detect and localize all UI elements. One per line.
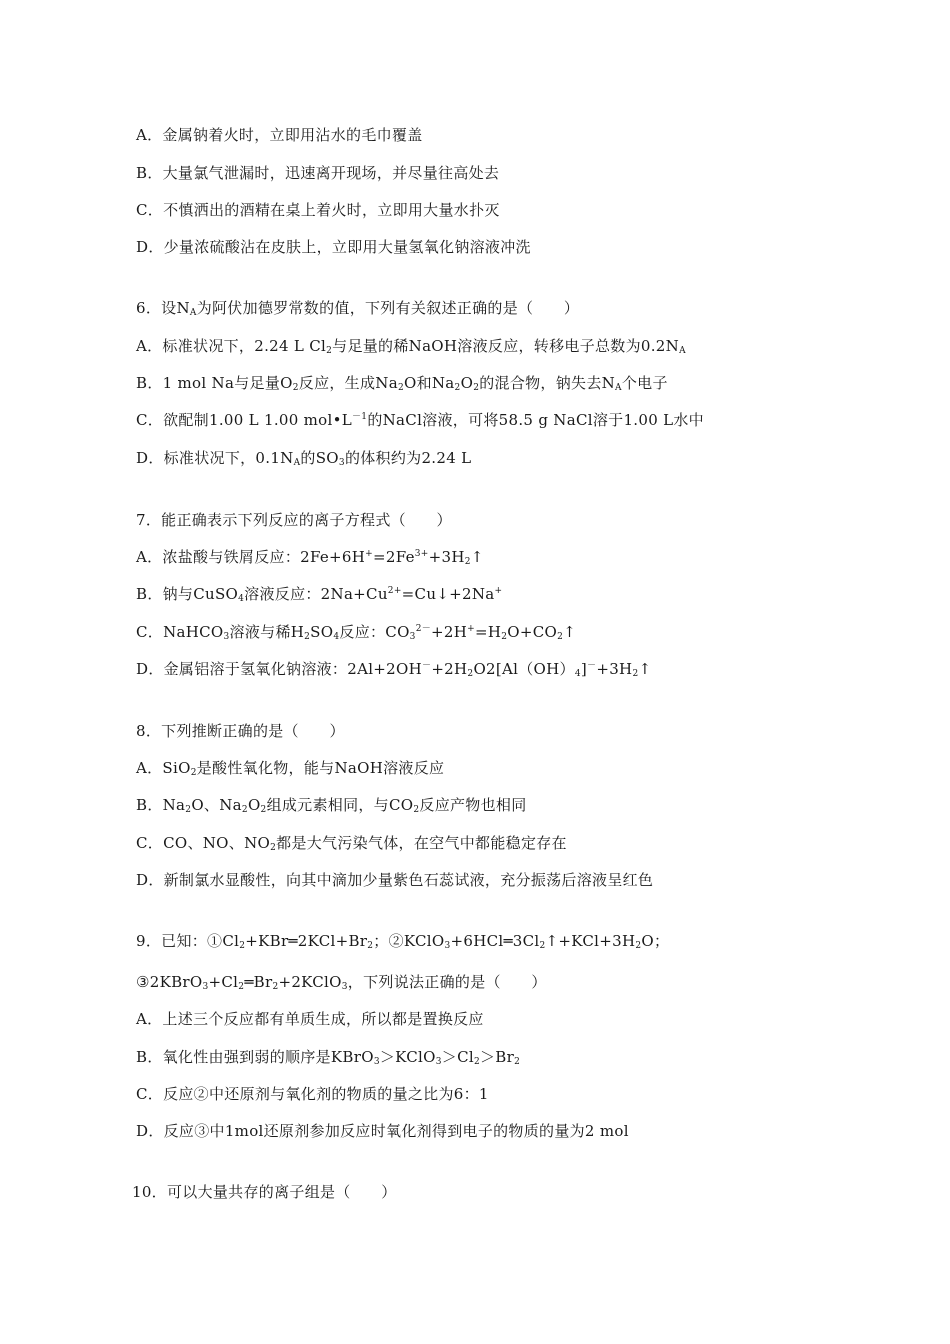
q9-option-b: B．氧化性由强到弱的顺序是$KBrO_3>KClO_3>Cl_2>Br_2$ bbox=[136, 1048, 521, 1067]
q6-option-a: A．标准状况下，2.24 L $Cl_2$与足量的稀NaOH溶液反应，转移电子总数为$0.2N_A$ bbox=[136, 337, 686, 356]
q9-option-c: C．反应②中还原剂与氧化剂的物质的量之比为6：1 bbox=[136, 1085, 489, 1103]
q7-stem: 7．能正确表示下列反应的离子方程式（ ） bbox=[136, 511, 452, 529]
q8-stem: 8．下列推断正确的是（ ） bbox=[136, 722, 345, 740]
q6-option-b: B．1 mol Na与足量$O_2$反应，生成$Na_2O$和$Na_2O_2$的混合物，钠失去$N_A$个电子 bbox=[136, 374, 668, 393]
q5-option-c: C．不慎洒出的酒精在桌上着火时，立即用大量水扑灭 bbox=[136, 201, 500, 219]
q7-option-b: B．钠与CuSO$_4$溶液反应：$2Na+Cu^{2+}=Cu↓+2Na^+$ bbox=[136, 585, 503, 604]
q9-stem-line2: $③2KBrO_3+Cl_2═Br_2+2KClO_3$，下列说法正确的是（ ） bbox=[136, 973, 547, 992]
q9-stem-line1: 9．已知：$①Cl_2+KBr═2KCl+Br_2$；$②KClO_3+6HCl═3Cl_2↑+KCl+3H_2O$； bbox=[136, 932, 670, 951]
q6-option-c: C．欲配制1.00 L 1.00 $mol•L^{-1}$的NaCl溶液，可将58.5 g NaCl溶于1.00 L水中 bbox=[136, 411, 704, 429]
q9-option-d: D．反应③中1mol还原剂参加反应时氧化剂得到电子的物质的量为2 mol bbox=[136, 1122, 629, 1140]
q8-option-b: B．$Na_2O$、$Na_2O_2$组成元素相同，与$CO_2$反应产物也相同 bbox=[136, 796, 527, 815]
q9-option-a: A．上述三个反应都有单质生成，所以都是置换反应 bbox=[136, 1010, 484, 1028]
q5-option-d: D．少量浓硫酸沾在皮肤上，立即用大量氢氧化钠溶液冲洗 bbox=[136, 238, 531, 256]
q6-option-d: D．标准状况下，$0.1N_A$的$SO_3$的体积约为2.24 L bbox=[136, 449, 472, 468]
q8-option-a: A．SiO$_2$是酸性氧化物，能与NaOH溶液反应 bbox=[136, 759, 445, 778]
q10-stem: 10．可以大量共存的离子组是（ ） bbox=[132, 1183, 397, 1201]
q5-option-a: A．金属钠着火时，立即用沾水的毛巾覆盖 bbox=[136, 126, 423, 144]
q6-stem: 6．设$N_A$为阿伏加德罗常数的值，下列有关叙述正确的是（ ） bbox=[136, 299, 580, 318]
q5-option-b: B．大量氯气泄漏时，迅速离开现场，并尽量往高处去 bbox=[136, 164, 500, 182]
q7-option-d: D．金属铝溶于氢氧化钠溶液：$2Al+2OH^-+2H_2O2[Al(OH)_4]^-+3H_2↑$ bbox=[136, 660, 652, 679]
q7-option-c: C．NaHCO$_3$溶液与稀$H_2SO_4$反应：$CO_3^{2-}+2H^+=H_2O+CO_2↑$ bbox=[136, 623, 576, 642]
q8-option-c: C．CO、NO、$NO_2$都是大气污染气体，在空气中都能稳定存在 bbox=[136, 834, 567, 853]
q8-option-d: D．新制氯水显酸性，向其中滴加少量紫色石蕊试液，充分振荡后溶液呈红色 bbox=[136, 871, 654, 889]
q7-option-a: A．浓盐酸与铁屑反应：$2Fe+6H^+=2Fe^{3+}+3H_2↑$ bbox=[136, 548, 484, 567]
